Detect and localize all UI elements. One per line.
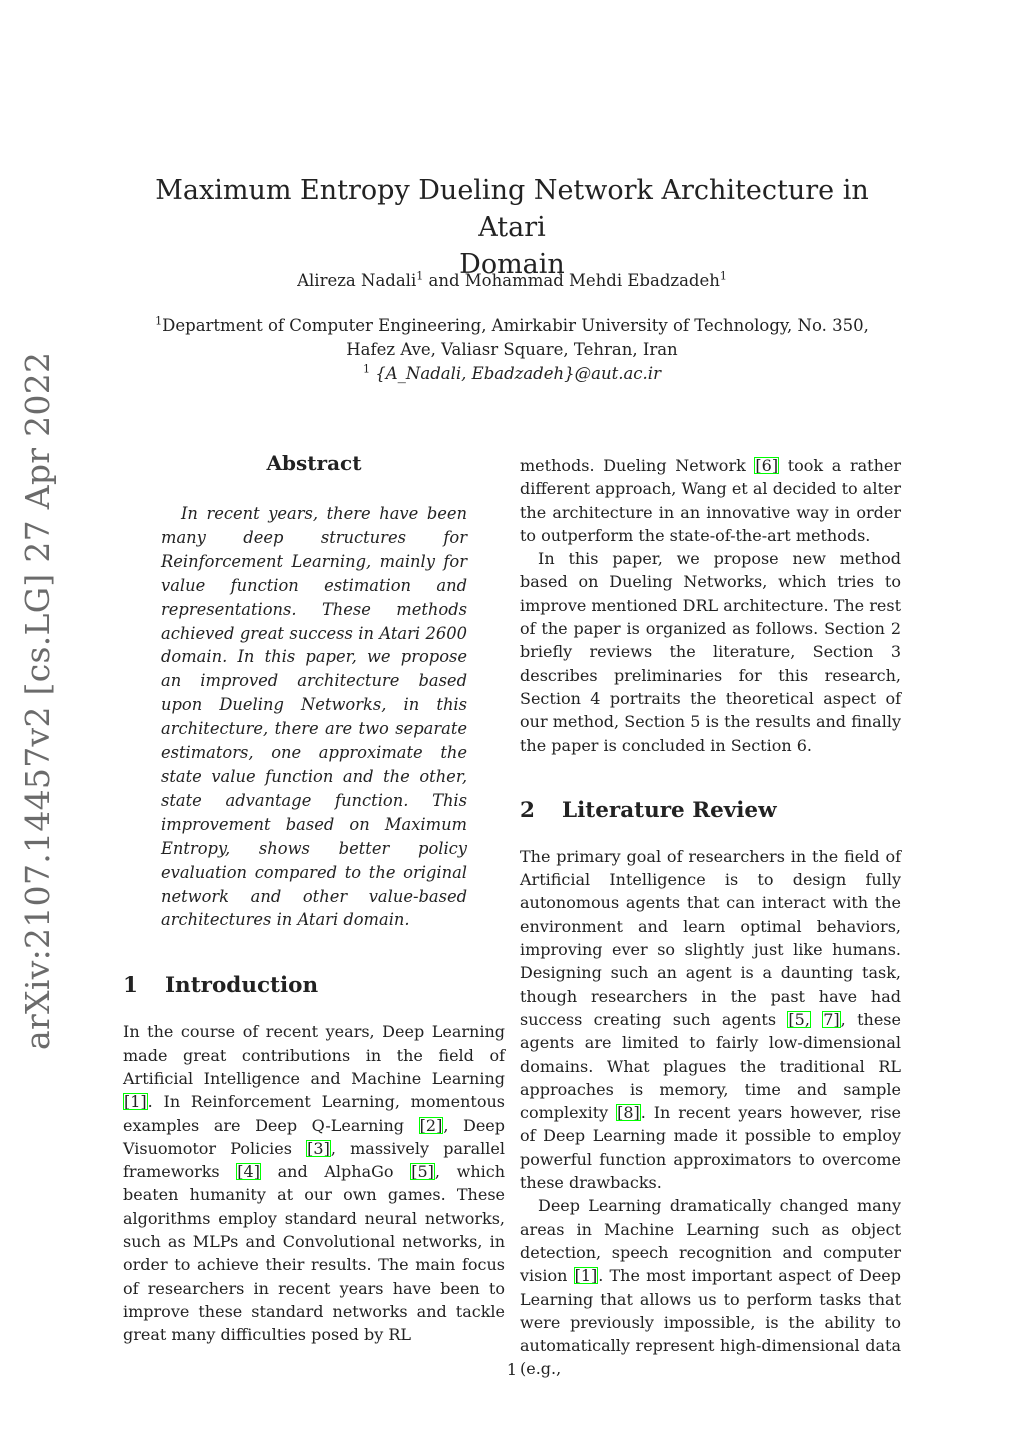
abstract-text: In recent years, there have been many deep structures for Reinforcement Learning, mainly for value function estimation and representations. These methods achieved great success in Atari 2600 domain. In this paper, we propose an improved architecture based upon Dueling Networks, in this architecture, there are two separate estimators, one approximate the state value function and the other, state advantage function. This improvement based on Maximum Entropy, shows better policy evaluation compared to the original network and other value-based architectures in Atari domain. bbox=[161, 504, 467, 930]
paragraph-text: . In recent years however, rise of Deep Learning made it possible to employ powerful function approximators to overcome these drawbacks. bbox=[520, 1103, 902, 1193]
citation-link[interactable]: [6] bbox=[755, 456, 779, 475]
left-column bbox=[123, 450, 505, 1346]
title-line-2: Domain bbox=[459, 249, 565, 280]
right-column bbox=[520, 454, 901, 1381]
citation-link[interactable]: [1] bbox=[124, 1092, 147, 1112]
section-number: 2 bbox=[520, 797, 535, 823]
affiliation-line-2: Hafez Ave, Valiasr Square, Tehran, Iran bbox=[346, 340, 678, 359]
citation-link[interactable]: [1] bbox=[574, 1266, 598, 1286]
literature-paragraph bbox=[520, 1194, 901, 1380]
author-emails: {A_Nadali, Ebadzadeh}@aut.ac.ir bbox=[375, 364, 661, 383]
page-number: 1 bbox=[506, 1360, 518, 1379]
paragraph-text: methods. Dueling Network bbox=[520, 456, 755, 475]
section-heading-literature-review bbox=[520, 797, 901, 825]
section-title: Literature Review bbox=[562, 797, 777, 823]
author-separator: and bbox=[423, 271, 465, 290]
section-title: Introduction bbox=[165, 973, 319, 999]
citation-link[interactable]: [3] bbox=[307, 1138, 330, 1158]
citation-link[interactable]: 7] bbox=[823, 1009, 840, 1029]
abstract-heading: Abstract bbox=[266, 451, 362, 475]
paragraph-text: The primary goal of researchers in the field of Artificial Intelligence is to design fully autonomous agents that can interact with the environment and learn optimal behaviors, improving ever so slightly just like humans. Designing such an agent is a daunting task, though researchers in the past have had success creating such agents bbox=[520, 846, 901, 1029]
author-list bbox=[140, 270, 884, 292]
intro-paragraph bbox=[123, 1020, 505, 1346]
affiliation-mark: 1 bbox=[155, 314, 163, 328]
citation-link[interactable]: [2] bbox=[419, 1115, 443, 1135]
paragraph-text: , these agents are limited to fairly low-dimensional domains. What plagues the traditional RL approaches is memory, time and sample complexity bbox=[520, 1009, 901, 1123]
intro-text: . In Reinforcement Learning, momentous examples are Deep Q-Learning bbox=[123, 1092, 505, 1135]
intro-continuation-paragraph bbox=[520, 454, 901, 547]
author-name: Alireza Nadali bbox=[297, 271, 417, 290]
paragraph-text: . The most important aspect of Deep Learning that allows us to perform tasks that were previously impossible, is the ability to automatically represent high-dimensional data (e.g., bbox=[520, 1266, 902, 1379]
citation-link[interactable]: [8] bbox=[617, 1103, 640, 1123]
section-heading-introduction bbox=[123, 972, 505, 1000]
citation-link[interactable]: [5] bbox=[411, 1162, 434, 1182]
arxiv-identifier-stamp: arXiv:2107.14457v2 [cs.LG] 27 Apr 2022 bbox=[18, 351, 57, 1050]
author-affiliation-mark: 1 bbox=[719, 269, 727, 283]
citation-link[interactable]: [4] bbox=[237, 1162, 260, 1182]
literature-paragraph bbox=[520, 845, 901, 1194]
author-affiliation-mark: 1 bbox=[416, 269, 424, 283]
paper-title bbox=[140, 172, 884, 283]
author-name: Mohammad Mehdi Ebadzadeh bbox=[464, 271, 720, 290]
intro-text: , Deep Visuomotor Policies bbox=[123, 1115, 505, 1158]
intro-text: , massively parallel frameworks bbox=[123, 1138, 505, 1182]
affiliation-line-1: Department of Computer Engineering, Amirkabir University of Technology, No. 350, bbox=[162, 316, 869, 335]
intro-text: , which beaten humanity at our own games. These algorithms employ standard neural networks, such as MLPs and Convolutional networks, in order to achieve their results. The main focus of researchers in recent years have been to improve these standard networks and tackle great many difficulties posed by RL bbox=[123, 1162, 506, 1345]
intro-text: In the course of recent years, Deep Learning made great contributions in the field of Artificial Intelligence and Machine Learning bbox=[123, 1022, 505, 1088]
intro-text: and AlphaGo bbox=[260, 1162, 411, 1182]
email-affiliation-mark: 1 bbox=[363, 362, 371, 376]
title-line-1: Maximum Entropy Dueling Network Architecture in Atari bbox=[155, 175, 869, 243]
affiliation-block bbox=[120, 314, 904, 386]
section-number: 1 bbox=[123, 973, 138, 999]
paragraph-text: Deep Learning dramatically changed many areas in Machine Learning such as object detection, speech recognition and computer vision bbox=[520, 1196, 901, 1286]
paper-outline-paragraph: In this paper, we propose new method based on Dueling Networks, which tries to improve mentioned DRL architecture. The rest of the paper is organized as follows. Section 2 briefly reviews the literature, Section 3 describes preliminaries for this research, Section 4 portraits the theoretical aspect of our method, Section 5 is the results and finally the paper is concluded in Section 6. bbox=[520, 549, 901, 755]
paragraph-text: took a rather different approach, Wang et al decided to alter the architecture in an innovative way in order to outperform the state-of-the-art methods. bbox=[520, 456, 901, 545]
citation-link[interactable]: [5, bbox=[788, 1009, 810, 1029]
